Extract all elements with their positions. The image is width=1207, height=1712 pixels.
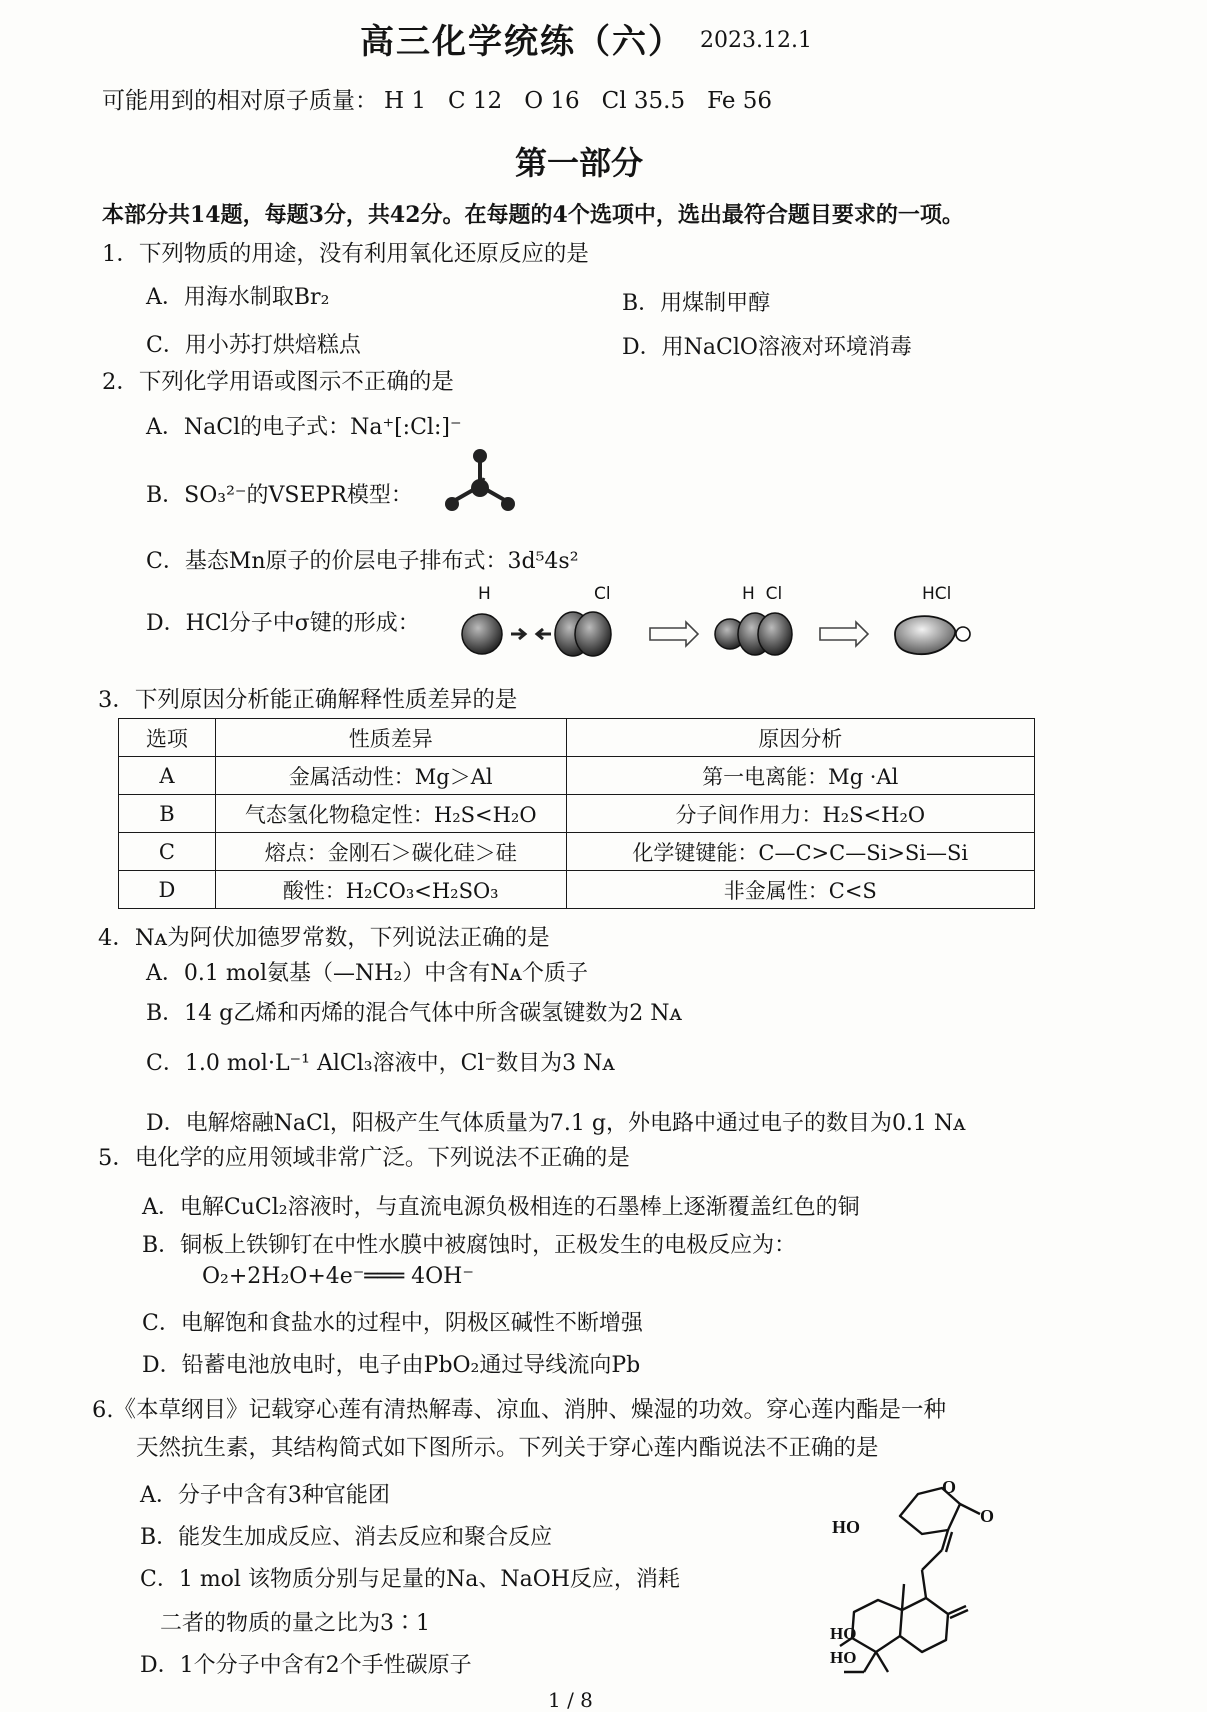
table-cell: 化学键键能：C—C>C—Si>Si—Si [566,833,1034,871]
q6-option-c-line2: 二者的物质的量之比为3∶1 [160,1611,430,1636]
mass-fe: Fe 56 [707,88,773,114]
q5-option-b-equation: O₂+2H₂O+4e⁻═══ 4OH⁻ [202,1264,474,1289]
q5-option-b: B．铜板上铁铆钉在中性水膜中被腐蚀时，正极发生的电极反应为： [142,1233,797,1258]
table-cell: 酸性：H₂CO₃<H₂SO₃ [215,871,566,909]
label-ho-1: HO [830,1624,857,1643]
mass-o: O 16 [524,88,580,114]
q6-stem-line1: 6.《本草纲目》记载穿心莲有清热解毒、凉血、消肿、燥湿的功效。穿心莲内酯是一种 [92,1397,946,1423]
instructions: 本部分共14题，每题3分，共42分。在每题的4个选项中，选出最符合题目要求的一项。 [102,202,964,228]
table-cell: A [119,757,216,795]
q5-option-c: C．电解饱和食盐水的过程中，阴极区碱性不断增强 [142,1311,643,1336]
sigma-bond-diagram [455,604,975,664]
q1-option-c: C．用小苏打烘焙糕点 [146,333,361,358]
q1-option-a: A．用海水制取Br₂ [146,285,330,310]
q3-stem: 3．下列原因分析能正确解释性质差异的是 [98,687,518,713]
q2-stem: 2．下列化学用语或图示不正确的是 [102,369,454,395]
q5-option-a: A．电解CuCl₂溶液时，与直流电源负极相连的石墨棒上逐渐覆盖红色的铜 [142,1195,860,1220]
q4-stem: 4．Nᴀ为阿伏加德罗常数，下列说法正确的是 [98,925,550,951]
label-ho-top: HO [832,1517,861,1537]
table-cell: C [119,833,216,871]
label-o-ring: O [942,1477,957,1497]
label-hcl: HCl [922,584,952,604]
vsepr-model-diagram [440,442,520,522]
q2-option-a: A．NaCl的电子式：Na⁺[:Cl:]⁻ [146,415,462,440]
label-cl: Cl [594,584,611,604]
part-title: 第一部分 [515,144,644,182]
label-ho-2: HO [830,1648,857,1667]
q4-option-a: A．0.1 mol氨基（—NH₂）中含有Nᴀ个质子 [146,961,588,986]
andrographolide-structure [830,1460,1060,1700]
table-cell: 熔点：金刚石＞碳化硅＞硅 [215,833,566,871]
table-header-property: 性质差异 [215,719,566,757]
mass-h: H 1 [384,88,427,114]
page-title: 高三化学统练（六） [360,22,684,62]
table-cell: B [119,795,216,833]
q6-option-d: D．1个分子中含有2个手性碳原子 [140,1653,472,1678]
q1-stem: 1．下列物质的用途，没有利用氧化还原反应的是 [102,241,589,267]
q5-option-d: D．铅蓄电池放电时，电子由PbO₂通过导线流向Pb [142,1353,641,1378]
table-cell: 气态氢化物稳定性：H₂S<H₂O [215,795,566,833]
table-header-option: 选项 [119,719,216,757]
table-cell: 金属活动性：Mg＞Al [215,757,566,795]
table-header-row [119,719,1035,757]
page-number: 1 / 8 [548,1688,593,1712]
q6-option-b: B．能发生加成反应、消去反应和聚合反应 [140,1525,553,1550]
label-h-cl: H Cl [742,584,783,604]
q6-option-a: A．分子中含有3种官能团 [140,1483,390,1508]
q2-option-b: B．SO₃²⁻的VSEPR模型： [146,483,413,508]
atomic-masses [102,82,794,115]
q4-option-d: D．电解熔融NaCl，阳极产生气体质量为7.1 g，外电路中通过电子的数目为0.1 Nᴀ [146,1111,966,1136]
table-row [119,757,1035,795]
q2-option-d: D．HCl分子中σ键的形成： [146,611,420,636]
mass-c: C 12 [448,88,503,114]
table-cell: 非金属性：C<S [566,871,1034,909]
q1-option-b: B．用煤制甲醇 [622,291,771,316]
q6-option-c-line1: C．1 mol 该物质分别与足量的Na、NaOH反应，消耗 [140,1567,680,1592]
label-o-carbonyl: O [980,1506,995,1526]
q1-option-d: D．用NaClO溶液对环境消毒 [622,335,912,360]
table-cell: 分子间作用力：H₂S<H₂O [566,795,1034,833]
mass-cl: Cl 35.5 [601,88,686,114]
table-row [119,833,1035,871]
q5-stem: 5．电化学的应用领域非常广泛。下列说法不正确的是 [98,1145,630,1171]
table-cell: D [119,871,216,909]
label-h: H [478,584,491,604]
table-header-reason: 原因分析 [566,719,1034,757]
atomic-masses-label: 可能用到的相对原子质量： [102,88,378,114]
q2-option-c: C．基态Mn原子的价层电子排布式：3d⁵4s² [146,549,579,574]
table-row [119,871,1035,909]
q6-stem-line2: 天然抗生素，其结构简式如下图所示。下列关于穿心莲内酯说法不正确的是 [136,1435,879,1461]
q3-table [118,718,1035,909]
exam-date: 2023.12.1 [700,28,812,53]
table-row [119,795,1035,833]
table-cell: 第一电离能：Mg ·Al [566,757,1034,795]
q4-option-b: B．14 g乙烯和丙烯的混合气体中所含碳氢键数为2 Nᴀ [146,1001,682,1026]
q4-option-c: C．1.0 mol·L⁻¹ AlCl₃溶液中，Cl⁻数目为3 Nᴀ [146,1051,615,1076]
